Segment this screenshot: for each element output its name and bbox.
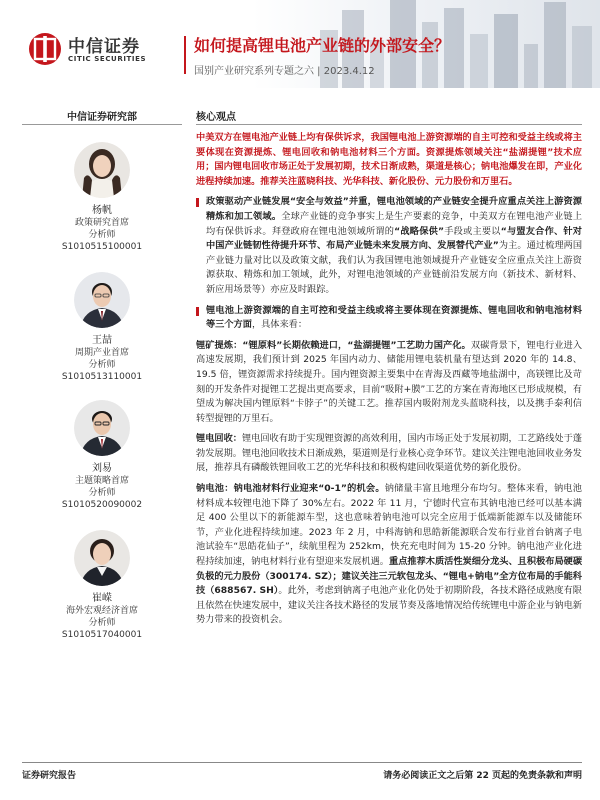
point-sodium-battery bbox=[196, 482, 582, 628]
footer-disclaimer: 请务必阅读正文之后第 22 页起的免责条款和声明 bbox=[383, 771, 582, 781]
point-battery-recycling-text: 锂电回收有助于实现锂资源的高效利用，国内市场正处于发展初期，工艺路线处于蓬勃发展期。锂电池回收技术日渐成熟，渠道则是行业核心竞争环节。建议关注锂电池回收业务发展，推荐具有磷酸铁锂回收工艺的光华科技和积极构建回收渠道优势的新化股份。 bbox=[196, 433, 582, 474]
analyst-photo bbox=[74, 272, 130, 328]
point-upstream-text: ，具体来看： bbox=[251, 319, 308, 331]
analyst-card bbox=[22, 142, 182, 253]
point-policy-text: 手段或主要以 bbox=[444, 225, 501, 237]
point-policy-text: 全球产业链的竞争事实上是生产要素的竞争，中美双方在锂电池产业链上均有保供诉求。拜登政府在锂电池领域所谓的 bbox=[206, 210, 583, 237]
analyst-role: 分析师 bbox=[88, 360, 116, 370]
analyst-license-id: S1010515100001 bbox=[61, 242, 143, 252]
analyst-name: 崔嵘 bbox=[92, 593, 112, 604]
citic-logo bbox=[28, 32, 178, 74]
analyst-photo bbox=[74, 400, 130, 456]
footer-report-type: 证券研究报告 bbox=[22, 771, 77, 781]
point-upstream bbox=[196, 304, 582, 333]
report-header bbox=[0, 0, 600, 88]
point-policy bbox=[196, 195, 582, 297]
analyst-role: 分析师 bbox=[88, 230, 116, 240]
sidebar-heading: 中信证券研究部 bbox=[67, 112, 137, 123]
point-battery-recycling bbox=[196, 432, 582, 476]
analyst-card bbox=[22, 530, 182, 641]
main-rule bbox=[196, 124, 582, 125]
analyst-name: 刘易 bbox=[92, 463, 112, 474]
point-sodium-battery-text: 钠储量丰富且地理分布均匀。整体来看，钠电池材料成本较锂电池下降了 30%左右。2022 年 11 月，宁德时代宣布其钠电池已经可以基本满足 400 公里以下的新能源车型，这也意味着钠电池可以完全应用于低端新能源车以及储能环节，产业化进程持续加速。2023 年 2 月，中科海钠和思皓新能源联合发布行业首台钠离子电池试验车“思皓花仙子”，续航里程为 252km，快充充电时间为 15-20 分钟。钠电池产业化进程持续加速，钠电材料行业有望迎来发展机遇。 bbox=[196, 483, 582, 568]
point-policy-text: 为主。通过梳理两国产业链力量对比以及政策文献，我们认为我国锂电池领域提升产业链安全应重点关注上游资源获取、精炼和加工领域，此外，对锂电池领域的产业链前沿发展方向（新技术、新材料、新应用场景等）亦应及时跟踪。 bbox=[206, 240, 583, 295]
logo-chinese-name: 中信证券 bbox=[68, 37, 140, 57]
point-sodium-battery-lead: 钠电池：钠电池材料行业迎来“0-1”的机会。 bbox=[196, 483, 385, 495]
point-lithium-refining-text: 双碳背景下，锂电行业进入高速发展期，我们预计到 2025 年国内动力、储能用锂电装机量有望达到 2020 年的 14.8、19.5 倍，锂资源需求持续提升。国内锂资源主要集中在青海及西藏等地盐湖中，高镁锂比及苛刻的开发条件对提锂工艺提出更高要求，目前“吸附+膜”工艺的方案在青海地区已形成规模，有望成为解决国内锂原料“卡脖子”的关键工艺。推荐国内吸附剂龙头蓝晓科技，以及携手泰利信转型提锂的万里石。 bbox=[196, 339, 583, 424]
point-lithium-refining-lead: 锂矿提炼：“锂原料”长期依赖进口，“盐湖提锂”工艺助力国产化。 bbox=[196, 339, 471, 351]
report-title: 如何提高锂电池产业链的外部安全？ bbox=[194, 36, 451, 55]
point-sodium-battery-text: 。此外，考虑到钠离子电池产业化仍处于初期阶段，各技术路径成熟度有限且依然在快速发展中，建议关注各技术路径的发展节奏及落地情况给传统锂电中游企业与钠电新势力带来的投资机会。 bbox=[196, 585, 582, 626]
point-policy-emphasis: “与盟友合作、针对中国产业链韧性待提升环节、布局产业链未来发展方向、发展替代产业” bbox=[206, 225, 582, 252]
report-subtitle: 国别产业研究系列专题之六 | 2023.4.12 bbox=[194, 66, 375, 77]
analyst-license-id: S1010520090002 bbox=[61, 500, 143, 510]
sidebar-rule bbox=[22, 124, 182, 125]
analyst-card bbox=[22, 400, 182, 511]
core-viewpoints bbox=[196, 131, 582, 634]
analyst-title: 主题策略首席 bbox=[74, 476, 129, 486]
point-upstream-lead: 锂电池上游资源端的自主可控和受益主线或将主要体现在资源提炼、锂电回收和钠电池材料等三个方面 bbox=[206, 304, 582, 331]
analyst-photo bbox=[74, 142, 130, 198]
point-policy-emphasis: “战略保供” bbox=[394, 225, 445, 237]
main-heading: 核心观点 bbox=[196, 112, 236, 123]
analyst-title: 政策研究首席 bbox=[74, 218, 129, 228]
analyst-role: 分析师 bbox=[88, 618, 116, 628]
analyst-license-id: S1010517040001 bbox=[61, 630, 143, 640]
analyst-card bbox=[22, 272, 182, 383]
analyst-title: 海外宏观经济首席 bbox=[65, 606, 138, 616]
analyst-name: 王喆 bbox=[92, 335, 112, 346]
logo-english-name: CITIC SECURITIES bbox=[68, 55, 147, 63]
citic-emblem-icon bbox=[28, 32, 62, 66]
analyst-name: 杨帆 bbox=[92, 205, 112, 216]
analyst-title: 周期产业首席 bbox=[74, 348, 129, 358]
analyst-photo bbox=[74, 530, 130, 586]
point-policy-lead: 政策驱动产业链发展“安全与效益”并重，锂电池领域的产业链安全提升应重点关注上游资源精炼和加工领域。 bbox=[206, 196, 582, 222]
point-lithium-refining bbox=[196, 339, 582, 427]
point-battery-recycling-lead: 锂电回收： bbox=[196, 433, 242, 445]
title-divider bbox=[184, 36, 186, 74]
analyst-role: 分析师 bbox=[88, 488, 116, 498]
analyst-license-id: S1010513110001 bbox=[61, 372, 143, 382]
summary-paragraph: 中美双方在锂电池产业链上均有保供诉求，我国锂电池上游资源端的自主可控和受益主线或将主要体现在资源提炼、锂电回收和钠电池材料三个方面。资源提炼领域关注“盐湖提锂”技术应用；国内锂电回收市场正处于发展初期，技术日渐成熟，渠道是核心；钠电池爆发在即，产业化进程持续加速。推荐关注蓝晓科技、光华科技、新化股份、元力股份和万里石。 bbox=[196, 132, 582, 187]
footer-rule bbox=[22, 762, 582, 763]
point-sodium-battery-recommend: 重点推荐木质活性炭细分龙头、且积极布局硬碳负极的元力股份（300174. SZ）；建议关注三元软包龙头、“锂电+钠电”全方位布局的手能科技（688567. SH） bbox=[196, 556, 583, 597]
